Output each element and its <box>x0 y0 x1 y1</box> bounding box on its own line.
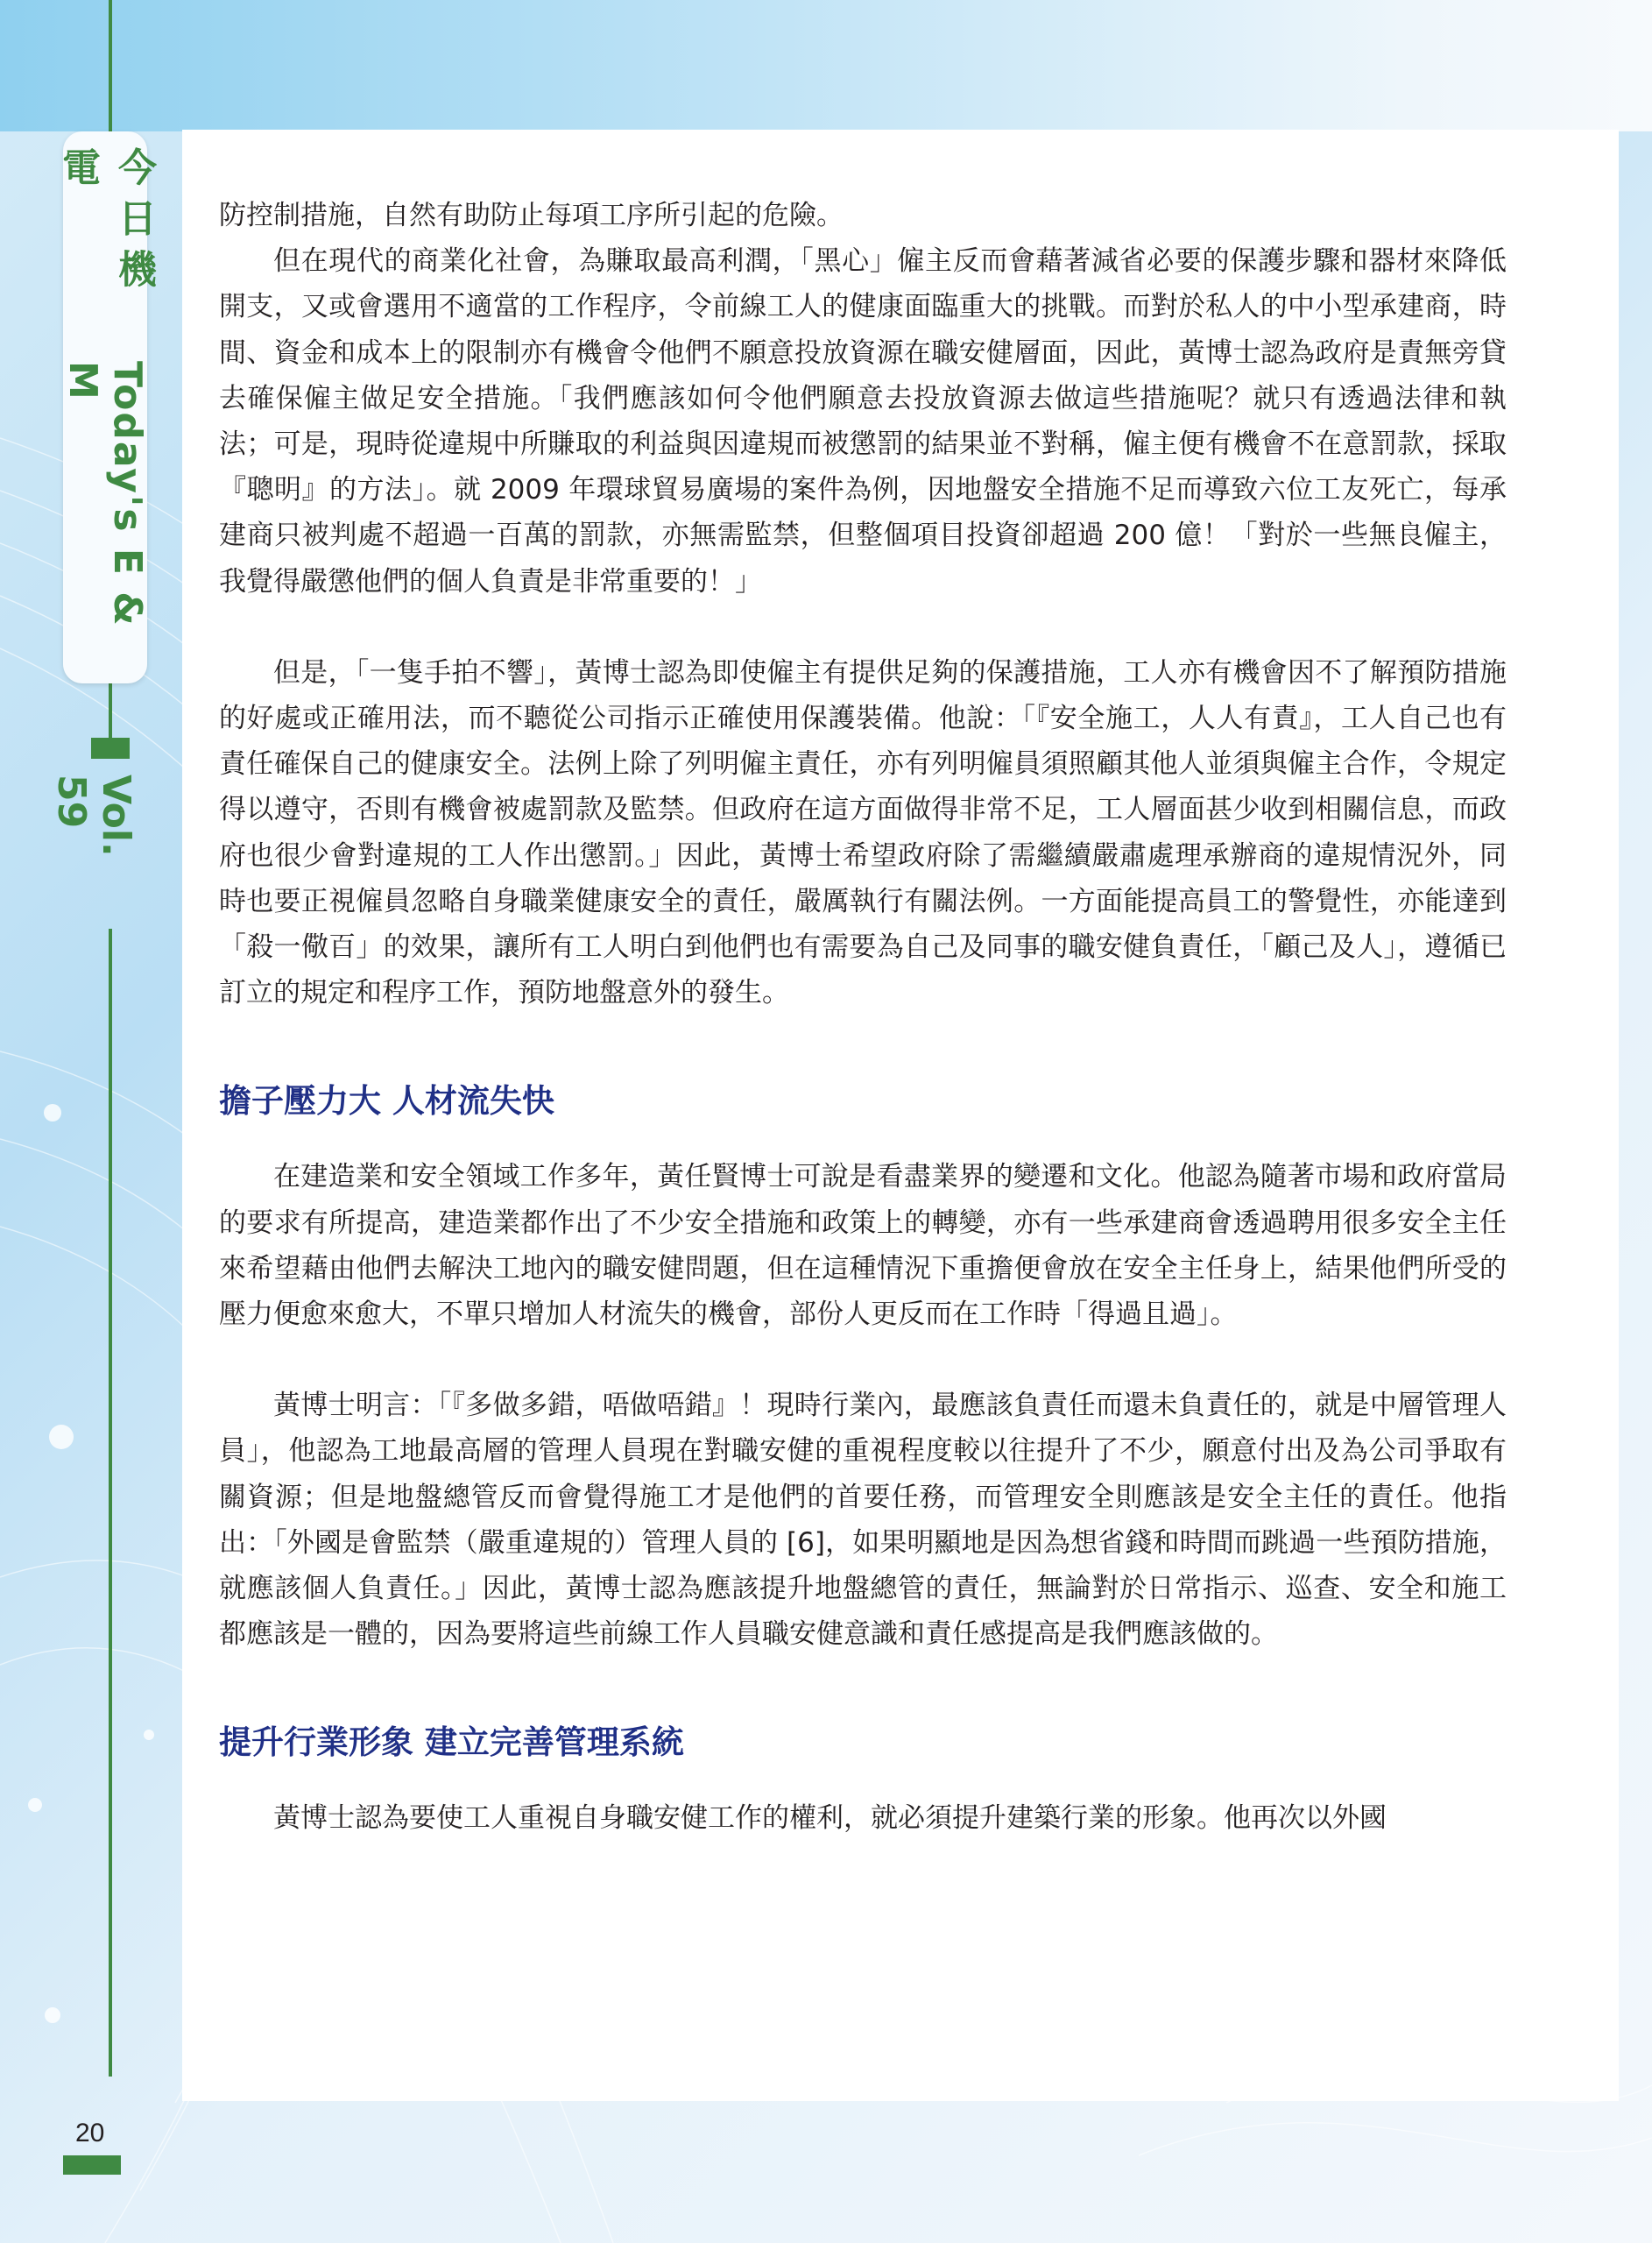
section-heading-2: 提升行業形象 建立完善管理系統 <box>219 1723 684 1762</box>
paragraph-6: 黃博士認為要使工人重視自身職安健工作的權利，就必須提升建築行業的形象。他再次以外國 <box>273 1802 1387 1835</box>
magazine-title-en: Today's E & M <box>60 360 150 627</box>
paragraph-4: 在建造業和安全領域工作多年，黃任賢博士可說是看盡業界的變遷和文化。他認為隨著市場和政府當局的要求有所提高，建造業都作出了不少安全措施和政策上的轉變，亦有一些承建商會透過聘用很多安全主任來希望藉由他們去解決工地內的職安健問題，但在這種情況下重擔便會放在安全主任身上，結果他們所受的壓力便愈來愈大，不單只增加人材流失的機會，部份人更反而在工作時「得過且過」。 <box>219 1161 1507 1331</box>
paragraph-1: 防控制措施，自然有助防止每項工序所引起的危險。 <box>219 200 844 231</box>
spine-line-middle <box>109 683 112 738</box>
paragraph-3: 但是，「一隻手拍不響」，黃博士認為即使僱主有提供足夠的保護措施，工人亦有機會因不了解預防措施的好處或正確用法，而不聽從公司指示正確使用保護裝備。他說：「『安全施工，人人有責』，工人自己也有責任確保自己的健康安全。法例上除了列明僱主責任，亦有列明僱員須照顧其他人並須與僱主合作，令規定得以遵守，否則有機會被處罰款及監禁。但政府在這方面做得非常不足，工人層面甚少收到相關信息，而政府也很少會對違規的工人作出懲罰。」因此，黃博士希望政府除了需繼續嚴肅處理承辦商的違規情況外，同時也要正視僱員忽略自身職業健康安全的責任，嚴厲執行有關法例。一方面能提高員工的警覺性，亦能達到「殺一儆百」的效果，讓所有工人明白到他們也有需要為自己及同事的職安健負責任，「顧己及人」，遵循已訂立的規定和程序工作，預防地盤意外的發生。 <box>219 656 1507 1009</box>
magazine-title-cjk: 今日機電 <box>55 147 156 300</box>
volume-number: Vol. 59 <box>49 775 138 857</box>
spine-line-top <box>109 0 112 131</box>
spine-line-lower <box>109 929 112 2077</box>
volume-marker-bar <box>91 738 130 759</box>
paragraph-2: 但在現代的商業化社會，為賺取最高利潤，「黑心」僱主反而會藉著減省必要的保護步驟和器材來降低開支，又或會選用不適當的工作程序，令前線工人的健康面臨重大的挑戰。而對於私人的中小型承建商，時間、資金和成本上的限制亦有機會令他們不願意投放資源在職安健層面，因此，黃博士認為政府是責無旁貸去確保僱主做足安全措施。「我們應該如何令他們願意去投放資源去做這些措施呢？就只有透過法律和執法；可是，現時從違規中所賺取的利益與因違規而被懲罰的結果並不對稱，僱主便有機會不在意罰款，採取『聰明』的方法」。就 2009 年環球貿易廣場的案件為例，因地盤安全措施不足而導致六位工友死亡，每承建商只被判處不超過一百萬的罰款，亦無需監禁，但整個項目投資卻超過 200 億！「對於一些無良僱主，我覺得嚴懲他們的個人負責是非常重要的！」 <box>219 245 1507 598</box>
article-body <box>219 193 1507 1842</box>
page-number: 20 <box>75 2119 105 2147</box>
section-heading-1: 擔子壓力大 人材流失快 <box>219 1082 554 1121</box>
paragraph-5: 黃博士明言：「『多做多錯，唔做唔錯』！現時行業內，最應該負責任而還未負責任的，就是中層管理人員」，他認為工地最高層的管理人員現在對職安健的重視程度較以往提升了不少，願意付出及為公司爭取有關資源；但是地盤總管反而會覺得施工才是他們的首要任務，而管理安全則應該是安全主任的責任。他指出：「外國是會監禁（嚴重違規的）管理人員的 [6]，如果明顯地是因為想省錢和時間而跳過一些預防措施，就應該個人負責任。」因此，黃博士認為應該提升地盤總管的責任，無論對於日常指示、巡查、安全和施工都應該是一體的，因為要將這些前線工作人員職安健意識和責任感提高是我們應該做的。 <box>219 1390 1507 1651</box>
magazine-title <box>55 147 156 673</box>
page-number-bar <box>63 2155 121 2175</box>
